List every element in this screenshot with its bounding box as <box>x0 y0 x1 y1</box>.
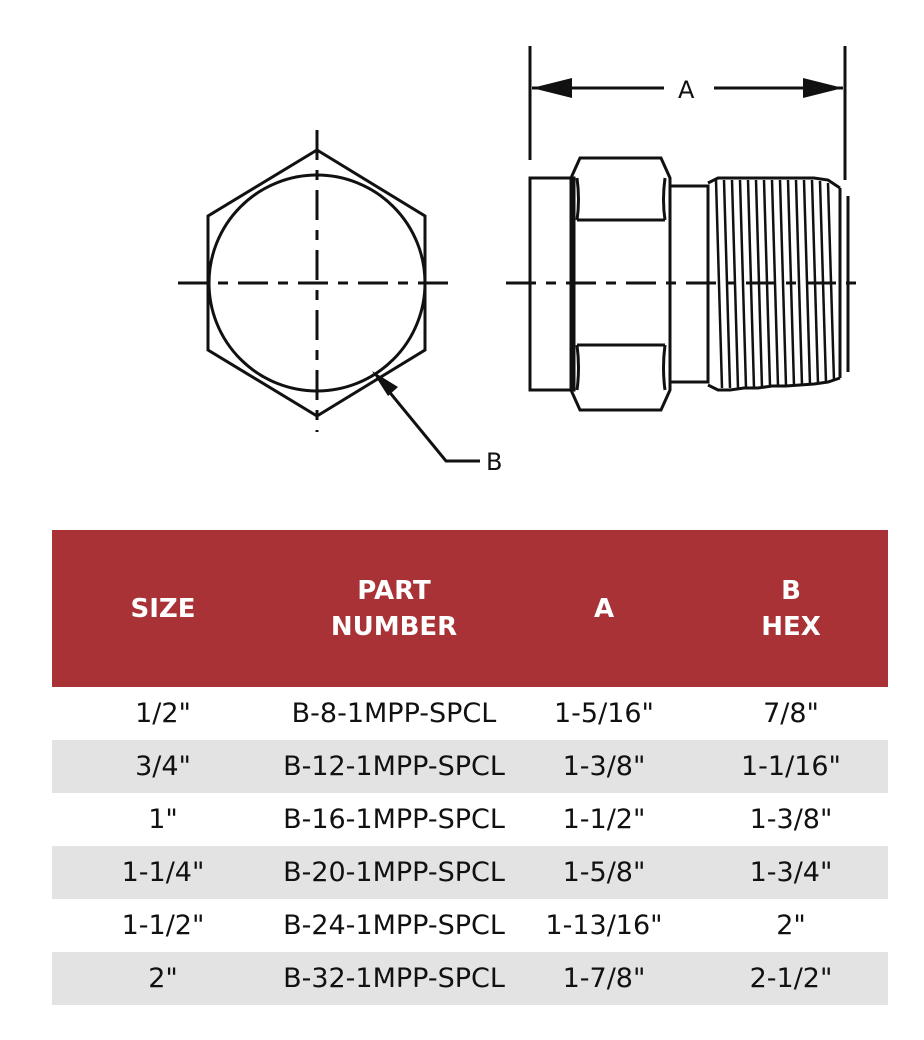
cell-size: 1/2" <box>135 698 191 729</box>
cell-b-hex: 2" <box>776 910 806 941</box>
cell-size: 1-1/4" <box>121 857 205 888</box>
cell-a: 1-3/8" <box>562 751 646 782</box>
cell-b-hex: 2-1/2" <box>749 963 833 994</box>
cell-b-hex: 1-3/4" <box>749 857 833 888</box>
header-size: SIZE <box>130 593 196 624</box>
cell-size: 1-1/2" <box>121 910 205 941</box>
thread-bottom-crest <box>708 378 840 390</box>
a-arrow-right <box>803 78 843 98</box>
cell-part-number: B-16-1MPP-SPCL <box>283 804 505 835</box>
cell-b-hex: 1-1/16" <box>741 751 841 782</box>
cell-a: 1-1/2" <box>562 804 646 835</box>
cell-part-number: B-12-1MPP-SPCL <box>283 751 505 782</box>
cell-size: 1" <box>148 804 178 835</box>
b-dimension-label: B <box>486 448 503 476</box>
table-row <box>52 793 888 846</box>
cell-size: 3/4" <box>135 751 191 782</box>
a-arrow-left <box>532 78 572 98</box>
cell-part-number: B-20-1MPP-SPCL <box>283 857 505 888</box>
header-b-hex: B HEX <box>761 575 821 642</box>
cell-b-hex: 1-3/8" <box>749 804 833 835</box>
end-view-centerlines <box>178 130 458 432</box>
a-dimension-label: A <box>678 76 695 104</box>
cell-part-number: B-8-1MPP-SPCL <box>291 698 497 729</box>
cell-a: 1-13/16" <box>545 910 663 941</box>
header-a: A <box>593 593 615 624</box>
cell-a: 1-7/8" <box>562 963 646 994</box>
cell-size: 2" <box>148 963 178 994</box>
cell-b-hex: 7/8" <box>763 698 819 729</box>
cell-a: 1-5/16" <box>554 698 654 729</box>
table-row <box>52 846 888 899</box>
table-row <box>52 740 888 793</box>
table-row <box>52 952 888 1005</box>
a-extension-lines <box>530 46 845 180</box>
cell-part-number: B-32-1MPP-SPCL <box>283 963 505 994</box>
table-row <box>52 899 888 952</box>
specification-table <box>52 530 888 1005</box>
cell-a: 1-5/8" <box>562 857 646 888</box>
header-part-number: PART NUMBER <box>330 575 458 642</box>
b-leader <box>382 383 480 461</box>
table-header-row <box>52 530 888 687</box>
cell-part-number: B-24-1MPP-SPCL <box>283 910 505 941</box>
table-row <box>52 687 888 740</box>
